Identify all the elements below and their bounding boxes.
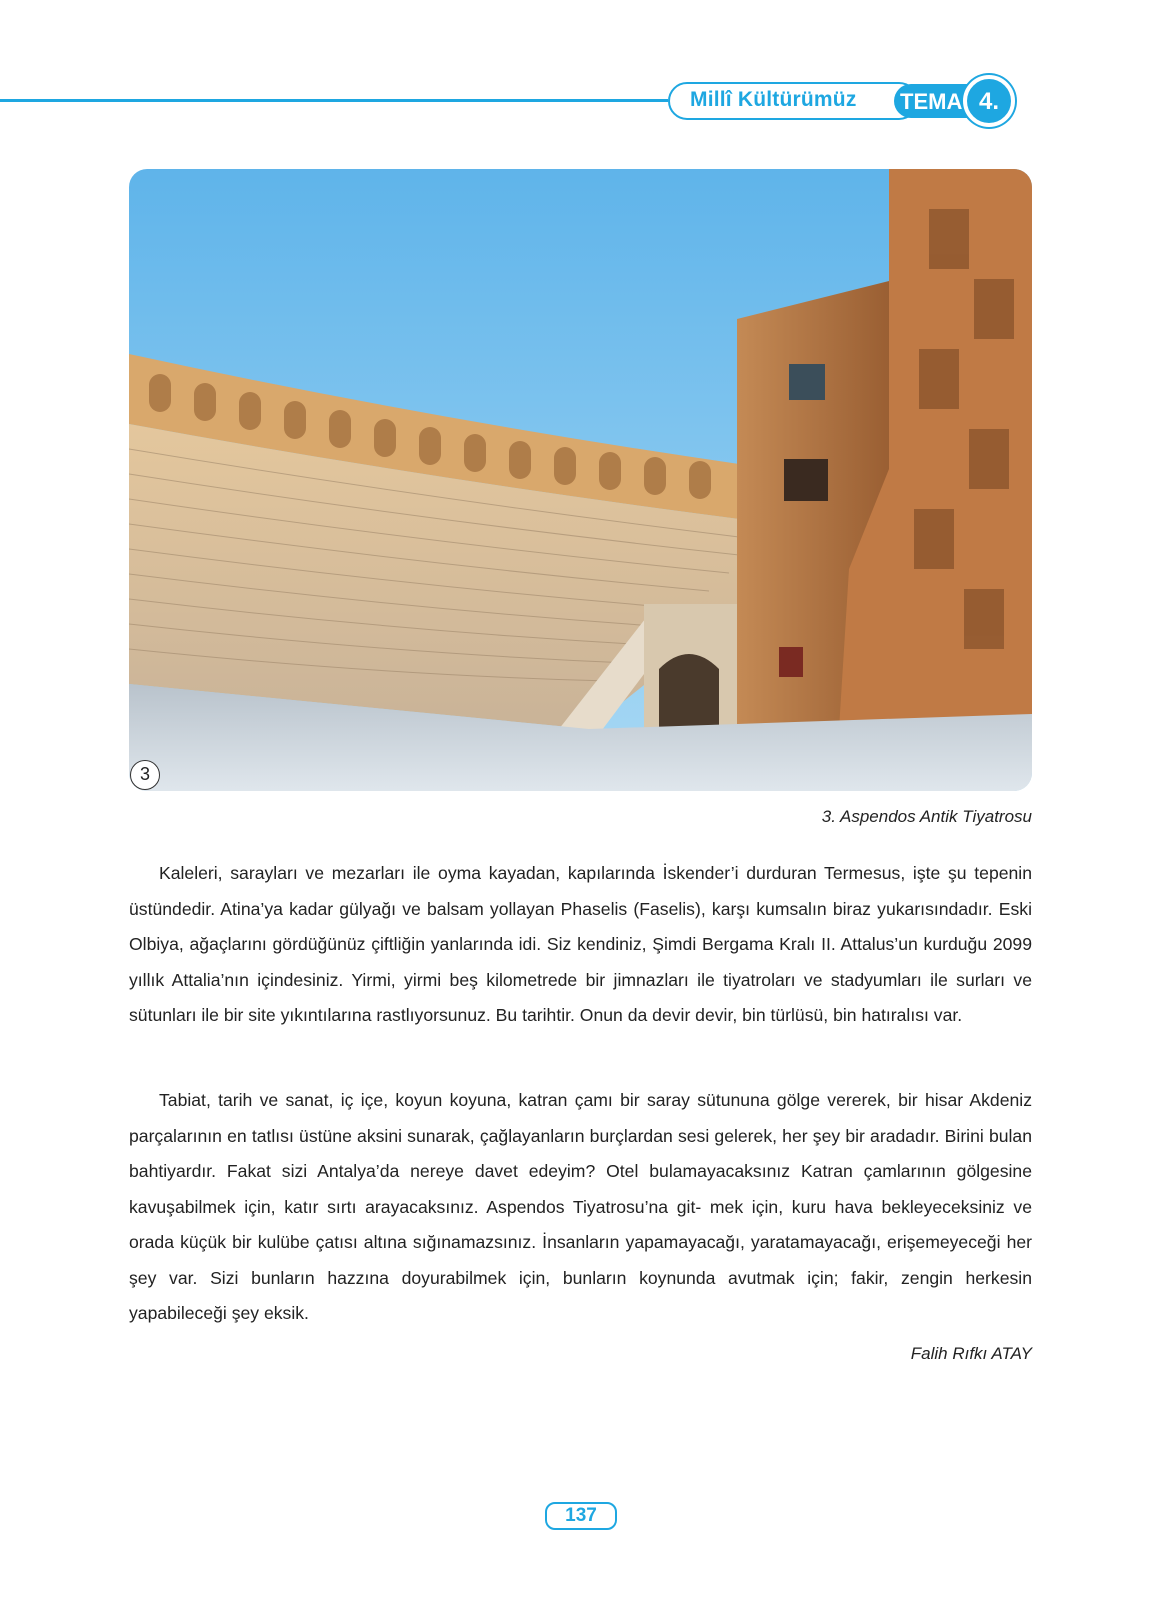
author-signature: Falih Rıfkı ATAY (910, 1344, 1032, 1363)
figure-caption: 3. Aspendos Antik Tiyatrosu (821, 807, 1032, 826)
header-rule (0, 99, 668, 102)
figure-number-badge: 3 (130, 760, 160, 790)
tema-number: 4. (978, 88, 999, 115)
wall-window-upper (789, 364, 825, 400)
theme-title: Millî Kültürümüz (690, 88, 857, 111)
body-paragraph-1: Kaleleri, sarayları ve mezarları ile oyma kayadan, kapılarında İskender’i durduran Termesus, işte şu tepenin üstündedir. Atina’ya kadar gülyağı ve balsam yollayan Phaselis (Faselis), karşı kumsalın biraz yukarısındadır. Eski Olbiya, ağaçlarını gördüğünüz çiftliğin yanlarında idi. Siz kendiniz, Şimdi Bergama Kralı II. Attalus’un kurduğu 2099 yıllık Attalia’nın içindesiniz. Yirmi, yirmi beş kilometrede bir jimnazları ile tiyatroları ve stadyumları ile surları ve sütunları ile bir site yıkıntılarına rastlıyorsunuz. Bu tarihtir. Onun da devir devir, bin türlüsü, bin hatıralısı var. (129, 863, 1032, 1025)
aspendos-theatre-photo (129, 169, 1032, 791)
wall-door (779, 647, 803, 677)
page-number: 137 (545, 1502, 617, 1530)
tema-label: TEMA (900, 89, 963, 114)
body-paragraph-2: Tabiat, tarih ve sanat, iç içe, koyun koyuna, katran çamı bir saray sütununa gölge vererek, bir hisar Akdeniz parçalarının en tatlısı üstüne aksini sunarak, çağlayanların burçlardan sesi gelerek, her şey bir aradadır. Birini bulan bahtiyardır. Fakat sizi Antalya’da nereye davet edeyim? Otel bulamayacaksınız Katran çamlarının gölgesine kavuşabilmek için, katır sırtı arayacaksınız. Aspendos Tiyatrosu’na git- mek için, kuru hava bekleyeceksiniz ve orada küçük bir kulübe çatısı altına sığınamazsınız. İnsanların yapamayacağı, yaratamayacağı, erişemeyeceği her şey var. Sizi bunların hazzına doyurabilmek için, bunların koynunda avutmak için; fakir, zengin herkesin yapabileceği şey eksik. (129, 1090, 1032, 1323)
wall-window-lower (784, 459, 828, 501)
vaulted-entrance (659, 654, 719, 734)
